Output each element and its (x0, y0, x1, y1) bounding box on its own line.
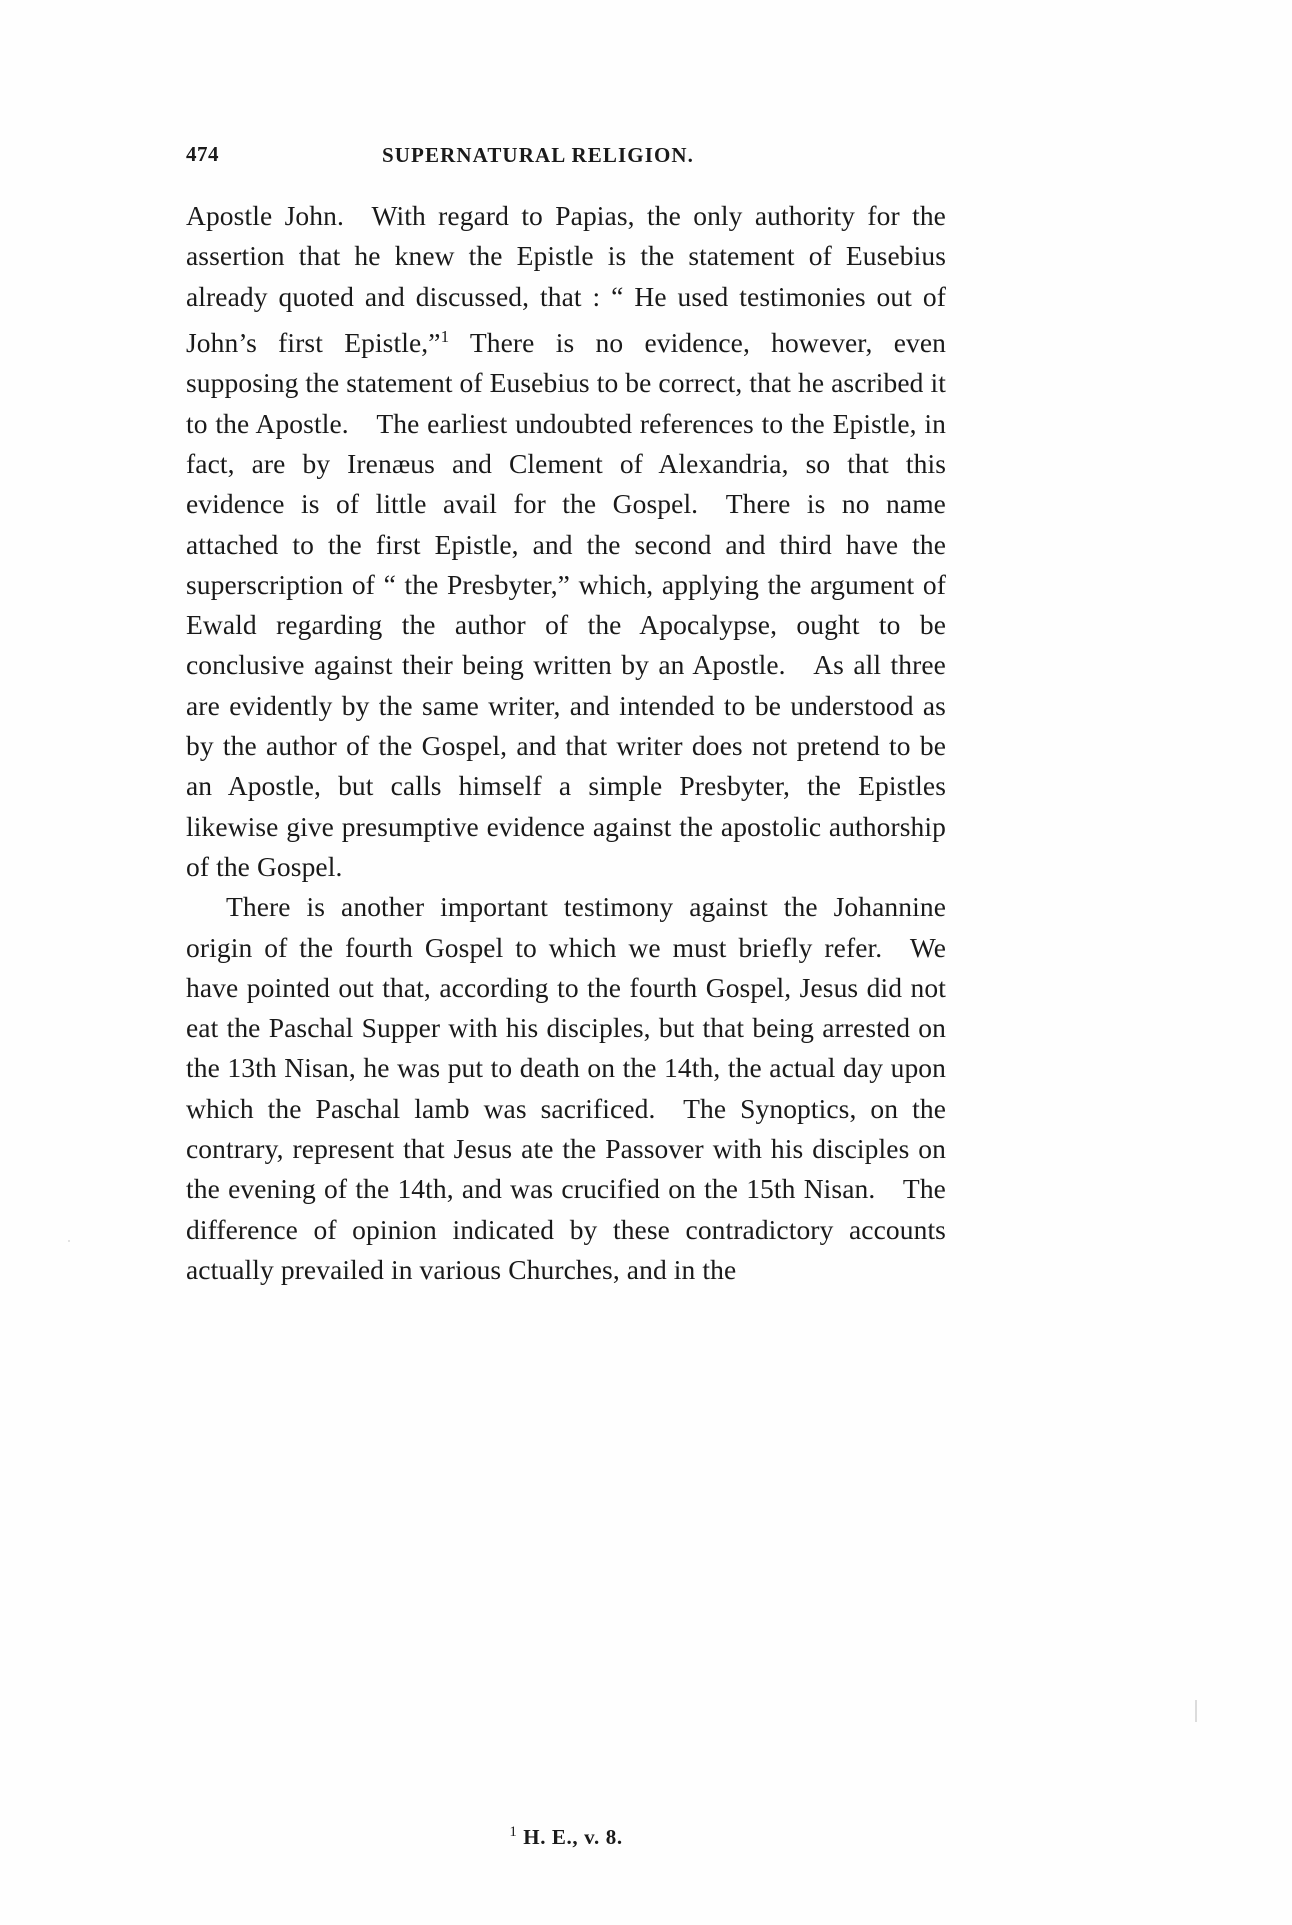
page-speckle (1195, 1700, 1197, 1722)
paragraph-1-text-part-1: Apostle John. With regard to Papias, the only authority for the assertion that he knew the Epistle is the statement of Eusebius already quoted and discussed, that : “ He used testimonies out of John’s first Epistle,” (186, 200, 946, 359)
footnote-reference-marker: 1 (440, 326, 450, 346)
body-text-column (186, 196, 946, 1290)
paragraph-2: There is another important testimony against the Johannine origin of the fourth Gospel to which we must briefly refer. We have pointed out that, according to the fourth Gospel, Jesus did not eat the Paschal Supper with his disciples, but that being arrested on the 13th Nisan, he was put to death on the 14th, the actual day upon which the Paschal lamb was sacrificed. The Synoptics, on the contrary, represent that Jesus ate the Passover with his disciples on the evening of the 14th, and was crucified on the 15th Nisan. The difference of opinion indicated by these contradictory accounts actually prevailed in various Churches, and in the (186, 891, 946, 1285)
footnote-number: 1 (509, 1824, 518, 1840)
page-number: 474 (186, 142, 219, 166)
paragraph-1 (186, 196, 946, 887)
page-header (186, 142, 946, 168)
footnote (186, 1824, 946, 1850)
running-head: SUPERNATURAL RELIGION. (382, 143, 695, 167)
paragraph-1-text-part-2: There is no evidence, however, even supposing the statement of Eusebius to be correct, that he ascribed it to the Apostle. The earliest undoubted references to the Epistle, in fact, are by Irenæus and Clement of Alexandria, so that this evidence is of little avail for the Gospel. There is no name attached to the first Epistle, and the second and third have the superscription of “ the Presbyter,” which, applying the argument of Ewald regarding the author of the Apocalypse, ought to be conclusive against their being written by an Apostle. As all three are evidently by the same writer, and intended to be understood as by the author of the Gospel, and that writer does not pretend to be an Apostle, but calls himself a simple Presbyter, the Epistles likewise give presumptive evidence against the apostolic authorship of the Gospel. (186, 327, 947, 882)
page-speckle (68, 1240, 70, 1242)
footnote-text: H. E., v. 8. (523, 1825, 623, 1849)
